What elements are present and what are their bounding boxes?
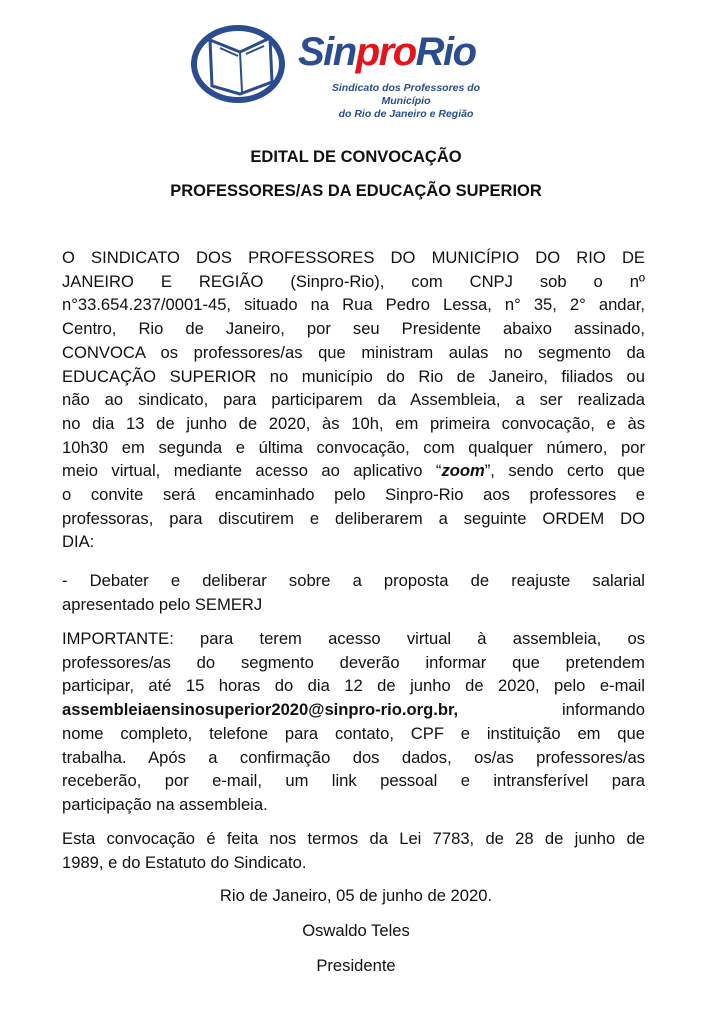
text-line: trabalha. Após a confirmação dos dados, os/as professores/as — [62, 747, 645, 767]
text-line: 1989, e do Estatuto do Sindicato. — [62, 852, 307, 872]
text-line: não ao sindicato, para participarem da Assembleia, a ser realizada — [62, 390, 645, 410]
document-title: EDITAL DE CONVOCAÇÃO — [250, 148, 462, 166]
logo-text-pro: pro — [355, 30, 416, 74]
logo-text-rio: Rio — [415, 30, 476, 74]
logo-subtitle — [306, 82, 506, 121]
logo-subtitle-line: Sindicato dos Professores do Município — [331, 82, 481, 107]
text-line: O SINDICATO DOS PROFESSORES DO MUNICÍPIO DO RIO DE — [62, 248, 645, 267]
text-line: 10h30 em segunda e última convocação, com qualquer número, por — [62, 437, 645, 457]
text-line: receberão, por e-mail, um link pessoal e intransferível para — [62, 771, 645, 791]
text-line: Esta convocação é feita nos termos da Lei 7783, de 28 de junho de — [62, 829, 645, 848]
text-line: Centro, Rio de Janeiro, por seu Presidente abaixo assinado, — [62, 319, 645, 339]
logo-text-sin: Sin — [298, 30, 356, 74]
text-line: DIA: — [62, 532, 95, 552]
text-line — [62, 459, 645, 483]
paragraph-important — [62, 627, 645, 817]
sinpro-rio-logo — [190, 16, 510, 120]
signatory-role: Presidente — [316, 956, 396, 975]
text-line: no dia 13 de junho de 2020, às 10h, em primeira convocação, e às — [62, 413, 645, 433]
text-line: IMPORTANTE: para terem acesso virtual à assembleia, os — [62, 629, 645, 648]
text-line: participação na assembleia. — [62, 794, 268, 814]
text-line: JANEIRO E REGIÃO (Sinpro-Rio), com CNPJ sob o nº — [62, 271, 645, 291]
place-date: Rio de Janeiro, 05 de junho de 2020. — [219, 886, 493, 905]
text-segment: ”, sendo certo que — [484, 461, 645, 481]
text-line: EDUCAÇÃO SUPERIOR no município do Rio de Janeiro, filiados ou — [62, 366, 645, 386]
text-line: participar, até 15 horas do dia 12 de junho de 2020, pelo e-mail — [62, 676, 645, 696]
text-line: professores/as do segmento deverão informar que pretendem — [62, 652, 645, 672]
text-line: n°33.654.237/0001-45, situado na Rua Pedro Lessa, n° 35, 2° andar, — [62, 295, 645, 315]
text-line: apresentado pelo SEMERJ — [62, 594, 263, 614]
document-subtitle: PROFESSORES/AS DA EDUCAÇÃO SUPERIOR — [170, 182, 542, 200]
text-segment: informando — [561, 700, 645, 720]
paragraph-convocation — [62, 246, 645, 554]
text-line: professoras, para discutirem e deliberarem a seguinte ORDEM DO — [62, 508, 645, 528]
text-segment: meio virtual, mediante acesso ao aplicativo “ — [62, 461, 442, 481]
logo-wordmark — [298, 30, 476, 75]
paragraph-legal-basis — [62, 827, 645, 874]
email-link[interactable]: assembleiaensinosuperior2020@sinpro-rio.org.br, — [62, 700, 459, 720]
text-line: nome completo, telefone para contato, CPF e instituição em que — [62, 723, 645, 743]
book-globe-icon — [190, 22, 290, 106]
logo-subtitle-line: do Rio de Janeiro e Região — [338, 108, 474, 120]
signatory-name: Oswaldo Teles — [302, 921, 410, 940]
text-line: - Debater e deliberar sobre a proposta de reajuste salarial — [62, 571, 645, 590]
text-line: CONVOCA os professores/as que ministram aulas no segmento da — [62, 342, 645, 362]
paragraph-agenda — [62, 569, 645, 616]
text-line — [62, 698, 645, 722]
text-line: o convite será encaminhado pelo Sinpro-Rio aos professores e — [62, 485, 645, 505]
app-name-zoom: zoom — [441, 461, 485, 481]
